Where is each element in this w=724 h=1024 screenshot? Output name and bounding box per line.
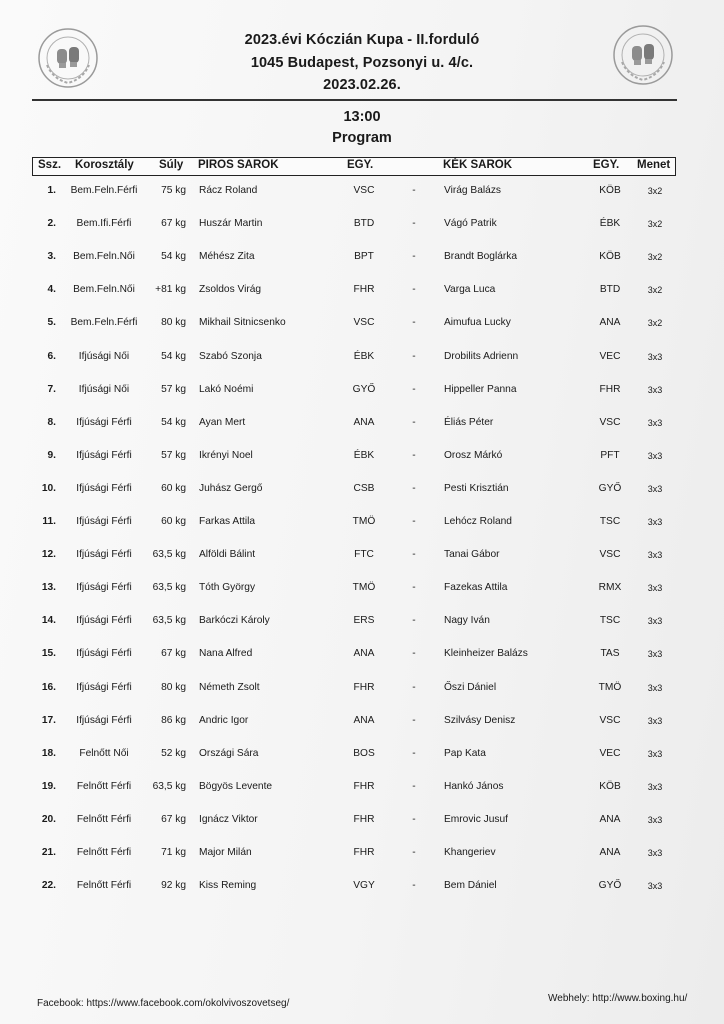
blue-corner-boxer: Drobilits Adrienn (444, 350, 519, 362)
col-header-korosztaly: Korosztály (75, 159, 134, 171)
red-corner-boxer: Huszár Martin (199, 218, 263, 230)
bout-category: Ifjúsági Női (78, 383, 130, 395)
bout-weight: 80 kg (161, 681, 186, 693)
red-corner-club: BTD (353, 218, 375, 230)
bout-weight: 52 kg (161, 747, 186, 759)
blue-corner-club: VEC (599, 350, 621, 362)
red-corner-boxer: Rácz Roland (199, 185, 258, 196)
red-corner-boxer: Szabó Szonja (199, 350, 262, 362)
blue-corner-boxer: Virág Balázs (444, 185, 502, 196)
vs-separator: - (412, 681, 416, 693)
blue-corner-club: VSC (599, 549, 621, 561)
table-row (0, 781, 724, 801)
red-corner-club: VSC (353, 317, 375, 329)
blue-corner-club: TSC (599, 516, 621, 527)
blue-corner-boxer: Emrovic Jusuf (444, 813, 508, 825)
red-corner-club: FTC (354, 549, 374, 561)
bout-rounds: 3x3 (647, 715, 663, 726)
bout-weight: 57 kg (161, 449, 186, 461)
bout-category: Bem.Feln.Férfi (70, 317, 138, 329)
vs-separator: - (412, 549, 416, 561)
red-corner-boxer: Nana Alfred (199, 648, 253, 660)
bout-weight: 63,5 kg (152, 615, 186, 627)
bout-rounds: 3x3 (647, 450, 663, 461)
event-address: 1045 Budapest, Pozsonyi u. 4/c. (250, 55, 474, 71)
footer-website: Webhely: http://www.boxing.hu/ (548, 993, 688, 1004)
bout-category: Ifjúsági Férfi (76, 516, 132, 527)
vs-separator: - (412, 780, 416, 792)
bout-weight: 67 kg (161, 218, 186, 230)
program-time: 13:00 (343, 109, 381, 125)
table-row (0, 715, 724, 735)
bout-weight: +81 kg (155, 284, 186, 296)
table-row (0, 218, 724, 238)
bout-number: 7. (47, 383, 56, 395)
bout-category: Felnőtt Férfi (76, 813, 132, 825)
vs-separator: - (412, 648, 416, 660)
blue-corner-club: VEC (599, 747, 621, 759)
red-corner-boxer: Farkas Attila (199, 516, 256, 527)
red-corner-club: ÉBK (353, 449, 375, 461)
bout-rounds: 3x3 (647, 384, 663, 395)
bout-number: 18. (41, 747, 56, 759)
blue-corner-boxer: Lehócz Roland (444, 516, 512, 527)
blue-corner-club: ANA (599, 847, 621, 858)
table-header (32, 157, 676, 176)
blue-corner-club: PFT (600, 449, 620, 461)
col-header-ssz: Ssz. (38, 159, 62, 171)
bout-category: Ifjúsági Férfi (76, 615, 132, 627)
vs-separator: - (412, 813, 416, 825)
table-row (0, 682, 724, 702)
bout-rounds: 3x3 (647, 781, 663, 792)
red-corner-club: FHR (353, 284, 375, 296)
bout-weight: 60 kg (161, 516, 186, 527)
bout-weight: 63,5 kg (152, 549, 186, 561)
table-row (0, 317, 724, 337)
table-row (0, 185, 724, 205)
bout-weight: 54 kg (161, 350, 186, 362)
blue-corner-club: ÉBK (599, 218, 621, 230)
red-corner-boxer: Alföldi Bálint (199, 549, 256, 561)
red-corner-boxer: Kiss Reming (199, 880, 257, 892)
vs-separator: - (412, 482, 416, 494)
bout-category: Ifjúsági Férfi (76, 449, 132, 461)
bout-rounds: 3x3 (647, 616, 663, 627)
red-corner-boxer: Ignácz Viktor (199, 813, 258, 825)
red-corner-club: FHR (353, 847, 375, 858)
blue-corner-club: TAS (600, 648, 620, 660)
bout-category: Bem.Feln.Női (73, 284, 135, 296)
blue-corner-boxer: Orosz Márkó (444, 449, 503, 461)
table-row (0, 417, 724, 437)
vs-separator: - (412, 847, 416, 858)
col-header-egy-red: EGY. (347, 159, 374, 171)
bout-number: 5. (47, 317, 56, 329)
bout-rounds: 3x2 (647, 285, 663, 296)
bout-category: Ifjúsági Férfi (76, 549, 132, 561)
vs-separator: - (412, 284, 416, 296)
table-row (0, 516, 724, 536)
vs-separator: - (412, 416, 416, 428)
blue-corner-club: BTD (599, 284, 621, 296)
bout-rounds: 3x2 (647, 252, 663, 263)
blue-corner-boxer: Aimufua Lucky (444, 317, 511, 329)
blue-corner-boxer: Éliás Péter (444, 416, 494, 428)
blue-corner-boxer: Szilvásy Denisz (444, 714, 516, 726)
bout-number: 21. (41, 847, 56, 858)
bout-category: Felnőtt Férfi (76, 780, 132, 792)
blue-corner-boxer: Tanai Gábor (444, 549, 500, 561)
blue-corner-boxer: Őszi Dániel (444, 681, 497, 693)
col-header-piros-sarok: PIROS SAROK (198, 159, 279, 171)
blue-corner-club: VSC (599, 416, 621, 428)
vs-separator: - (412, 350, 416, 362)
program-heading: Program (332, 130, 392, 146)
col-header-menet: Menet (637, 159, 671, 171)
red-corner-club: FHR (353, 780, 375, 792)
red-corner-club: ANA (353, 648, 375, 660)
bout-number: 4. (47, 284, 56, 296)
blue-corner-boxer: Pesti Krisztián (444, 482, 509, 494)
bout-number: 3. (47, 251, 56, 263)
blue-corner-club: KÖB (599, 251, 621, 263)
red-corner-boxer: Németh Zsolt (199, 681, 260, 693)
bout-number: 8. (47, 416, 56, 428)
bout-category: Felnőtt Férfi (76, 847, 132, 858)
table-row (0, 582, 724, 602)
bout-category: Bem.Feln.Férfi (70, 185, 138, 196)
table-row (0, 351, 724, 371)
red-corner-boxer: Bögyös Levente (199, 780, 273, 792)
bout-weight: 86 kg (161, 714, 186, 726)
bout-weight: 71 kg (161, 847, 186, 858)
bout-category: Ifjúsági Férfi (76, 648, 132, 660)
table-row (0, 549, 724, 569)
red-corner-club: BOS (353, 747, 375, 759)
table-row (0, 880, 724, 900)
table-row (0, 384, 724, 404)
blue-corner-club: KÖB (599, 780, 621, 792)
blue-corner-boxer: Kleinheizer Balázs (444, 648, 528, 660)
bout-rounds: 3x2 (647, 318, 663, 329)
bout-number: 20. (41, 813, 56, 825)
bout-rounds: 3x3 (647, 517, 663, 527)
event-title: 2023.évi Kóczián Kupa - II.forduló (244, 32, 480, 48)
table-row (0, 450, 724, 470)
red-corner-club: TMÖ (352, 516, 376, 527)
bout-weight: 75 kg (161, 185, 186, 196)
red-corner-club: TMÖ (352, 582, 376, 594)
event-date: 2023.02.26. (323, 77, 401, 93)
bout-category: Ifjúsági Férfi (76, 582, 132, 594)
red-corner-boxer: Méhész Zita (199, 251, 255, 263)
bout-number: 22. (41, 880, 56, 892)
vs-separator: - (412, 185, 416, 196)
bout-category: Bem.Ifi.Férfi (76, 218, 132, 230)
blue-corner-boxer: Nagy Iván (444, 615, 490, 627)
bout-number: 2. (47, 218, 56, 230)
header-divider (32, 99, 677, 101)
table-row (0, 251, 724, 271)
red-corner-boxer: Ikrényi Noel (199, 449, 253, 461)
bout-weight: 80 kg (161, 317, 186, 329)
bout-number: 1. (47, 185, 56, 196)
col-header-suly: Súly (159, 159, 184, 171)
red-corner-boxer: Országi Sára (199, 747, 259, 759)
bout-weight: 57 kg (161, 383, 186, 395)
bout-category: Ifjúsági Férfi (76, 681, 132, 693)
blue-corner-club: ANA (599, 317, 621, 329)
footer-facebook: Facebook: https://www.facebook.com/okolvivoszovetseg/ (37, 998, 290, 1009)
red-corner-club: FHR (353, 813, 375, 825)
table-row (0, 847, 724, 867)
bout-weight: 67 kg (161, 813, 186, 825)
table-row (0, 615, 724, 635)
blue-corner-boxer: Bem Dániel (444, 880, 497, 892)
bout-weight: 67 kg (161, 648, 186, 660)
bout-rounds: 3x2 (647, 219, 663, 230)
vs-separator: - (412, 714, 416, 726)
col-header-kek-sarok: KÉK SAROK (443, 159, 513, 171)
blue-corner-club: KÖB (599, 185, 621, 196)
bout-rounds: 3x3 (647, 814, 663, 825)
blue-corner-boxer: Hippeller Panna (444, 383, 517, 395)
bout-number: 11. (42, 516, 56, 527)
red-corner-boxer: Andric Igor (199, 714, 249, 726)
red-corner-club: GYŐ (352, 383, 376, 395)
table-row (0, 648, 724, 668)
bout-rounds: 3x3 (647, 550, 663, 561)
bout-rounds: 3x3 (647, 351, 663, 362)
bout-category: Ifjúsági Női (78, 350, 130, 362)
bout-weight: 60 kg (161, 482, 186, 494)
bout-category: Ifjúsági Férfi (76, 416, 132, 428)
vs-separator: - (412, 383, 416, 395)
red-corner-boxer: Ayan Mert (199, 416, 246, 428)
blue-corner-club: VSC (599, 714, 621, 726)
blue-corner-boxer: Fazekas Attila (444, 582, 508, 594)
red-corner-boxer: Mikhail Sitnicsenko (199, 317, 286, 329)
bout-weight: 54 kg (161, 416, 186, 428)
blue-corner-boxer: Pap Kata (444, 747, 486, 759)
red-corner-club: ÉBK (353, 350, 375, 362)
bout-weight: 63,5 kg (152, 780, 186, 792)
bout-rounds: 3x3 (647, 881, 663, 892)
red-corner-boxer: Lakó Noémi (199, 383, 254, 395)
bout-category: Felnőtt Férfi (76, 880, 132, 892)
vs-separator: - (412, 747, 416, 759)
bout-number: 13. (41, 582, 56, 594)
red-corner-club: VSC (353, 185, 375, 196)
bout-number: 6. (47, 350, 56, 362)
red-corner-boxer: Zsoldos Virág (199, 284, 262, 296)
red-corner-boxer: Tóth György (199, 582, 256, 594)
blue-corner-club: GYŐ (598, 880, 622, 892)
red-corner-club: CSB (353, 482, 375, 494)
blue-corner-boxer: Khangeriev (444, 847, 496, 858)
table-row (0, 483, 724, 503)
bout-number: 19. (41, 780, 56, 792)
vs-separator: - (412, 615, 416, 627)
table-row (0, 284, 724, 304)
blue-corner-club: TMÖ (598, 681, 622, 693)
red-corner-boxer: Barkóczi Károly (199, 615, 270, 627)
table-row (0, 814, 724, 834)
red-corner-club: VGY (353, 880, 375, 892)
bout-number: 16. (41, 681, 56, 693)
blue-corner-club: ANA (599, 813, 621, 825)
vs-separator: - (412, 582, 416, 594)
table-row (0, 748, 724, 768)
vs-separator: - (412, 449, 416, 461)
bout-number: 10. (41, 482, 56, 494)
bout-category: Ifjúsági Férfi (76, 482, 132, 494)
bout-number: 9. (47, 449, 56, 461)
red-corner-club: ANA (353, 416, 375, 428)
bout-rounds: 3x3 (647, 682, 663, 693)
bout-rounds: 3x3 (647, 583, 663, 594)
bout-category: Ifjúsági Férfi (76, 714, 132, 726)
bout-weight: 54 kg (161, 251, 186, 263)
vs-separator: - (412, 516, 416, 527)
bout-rounds: 3x3 (647, 417, 663, 428)
vs-separator: - (412, 218, 416, 230)
bout-weight: 92 kg (161, 880, 186, 892)
vs-separator: - (412, 317, 416, 329)
bout-category: Felnőtt Női (79, 747, 129, 759)
blue-corner-boxer: Vágó Patrik (444, 218, 497, 230)
red-corner-boxer: Juhász Gergő (199, 482, 263, 494)
bout-number: 14. (41, 615, 56, 627)
bout-weight: 63,5 kg (152, 582, 186, 594)
vs-separator: - (412, 251, 416, 263)
bout-number: 15. (41, 648, 56, 660)
blue-corner-club: TSC (599, 615, 621, 627)
bout-rounds: 3x3 (647, 649, 663, 660)
blue-corner-club: FHR (599, 383, 621, 395)
vs-separator: - (412, 880, 416, 892)
blue-corner-club: GYŐ (598, 482, 622, 494)
red-corner-club: ANA (353, 714, 375, 726)
blue-corner-boxer: Hankó János (444, 780, 504, 792)
col-header-egy-blue: EGY. (593, 159, 620, 171)
bout-rounds: 3x3 (647, 483, 663, 494)
blue-corner-club: RMX (598, 582, 622, 594)
bout-category: Bem.Feln.Női (73, 251, 135, 263)
bout-number: 17. (41, 714, 56, 726)
blue-corner-boxer: Varga Luca (444, 284, 496, 296)
bout-rounds: 3x3 (647, 748, 663, 759)
red-corner-club: BPT (354, 251, 374, 263)
bout-number: 12. (41, 549, 56, 561)
bout-rounds: 3x3 (647, 848, 663, 858)
red-corner-club: FHR (353, 681, 375, 693)
blue-corner-boxer: Brandt Boglárka (444, 251, 518, 263)
bout-rounds: 3x2 (647, 186, 663, 196)
red-corner-club: ERS (353, 615, 375, 627)
red-corner-boxer: Major Milán (199, 847, 252, 858)
